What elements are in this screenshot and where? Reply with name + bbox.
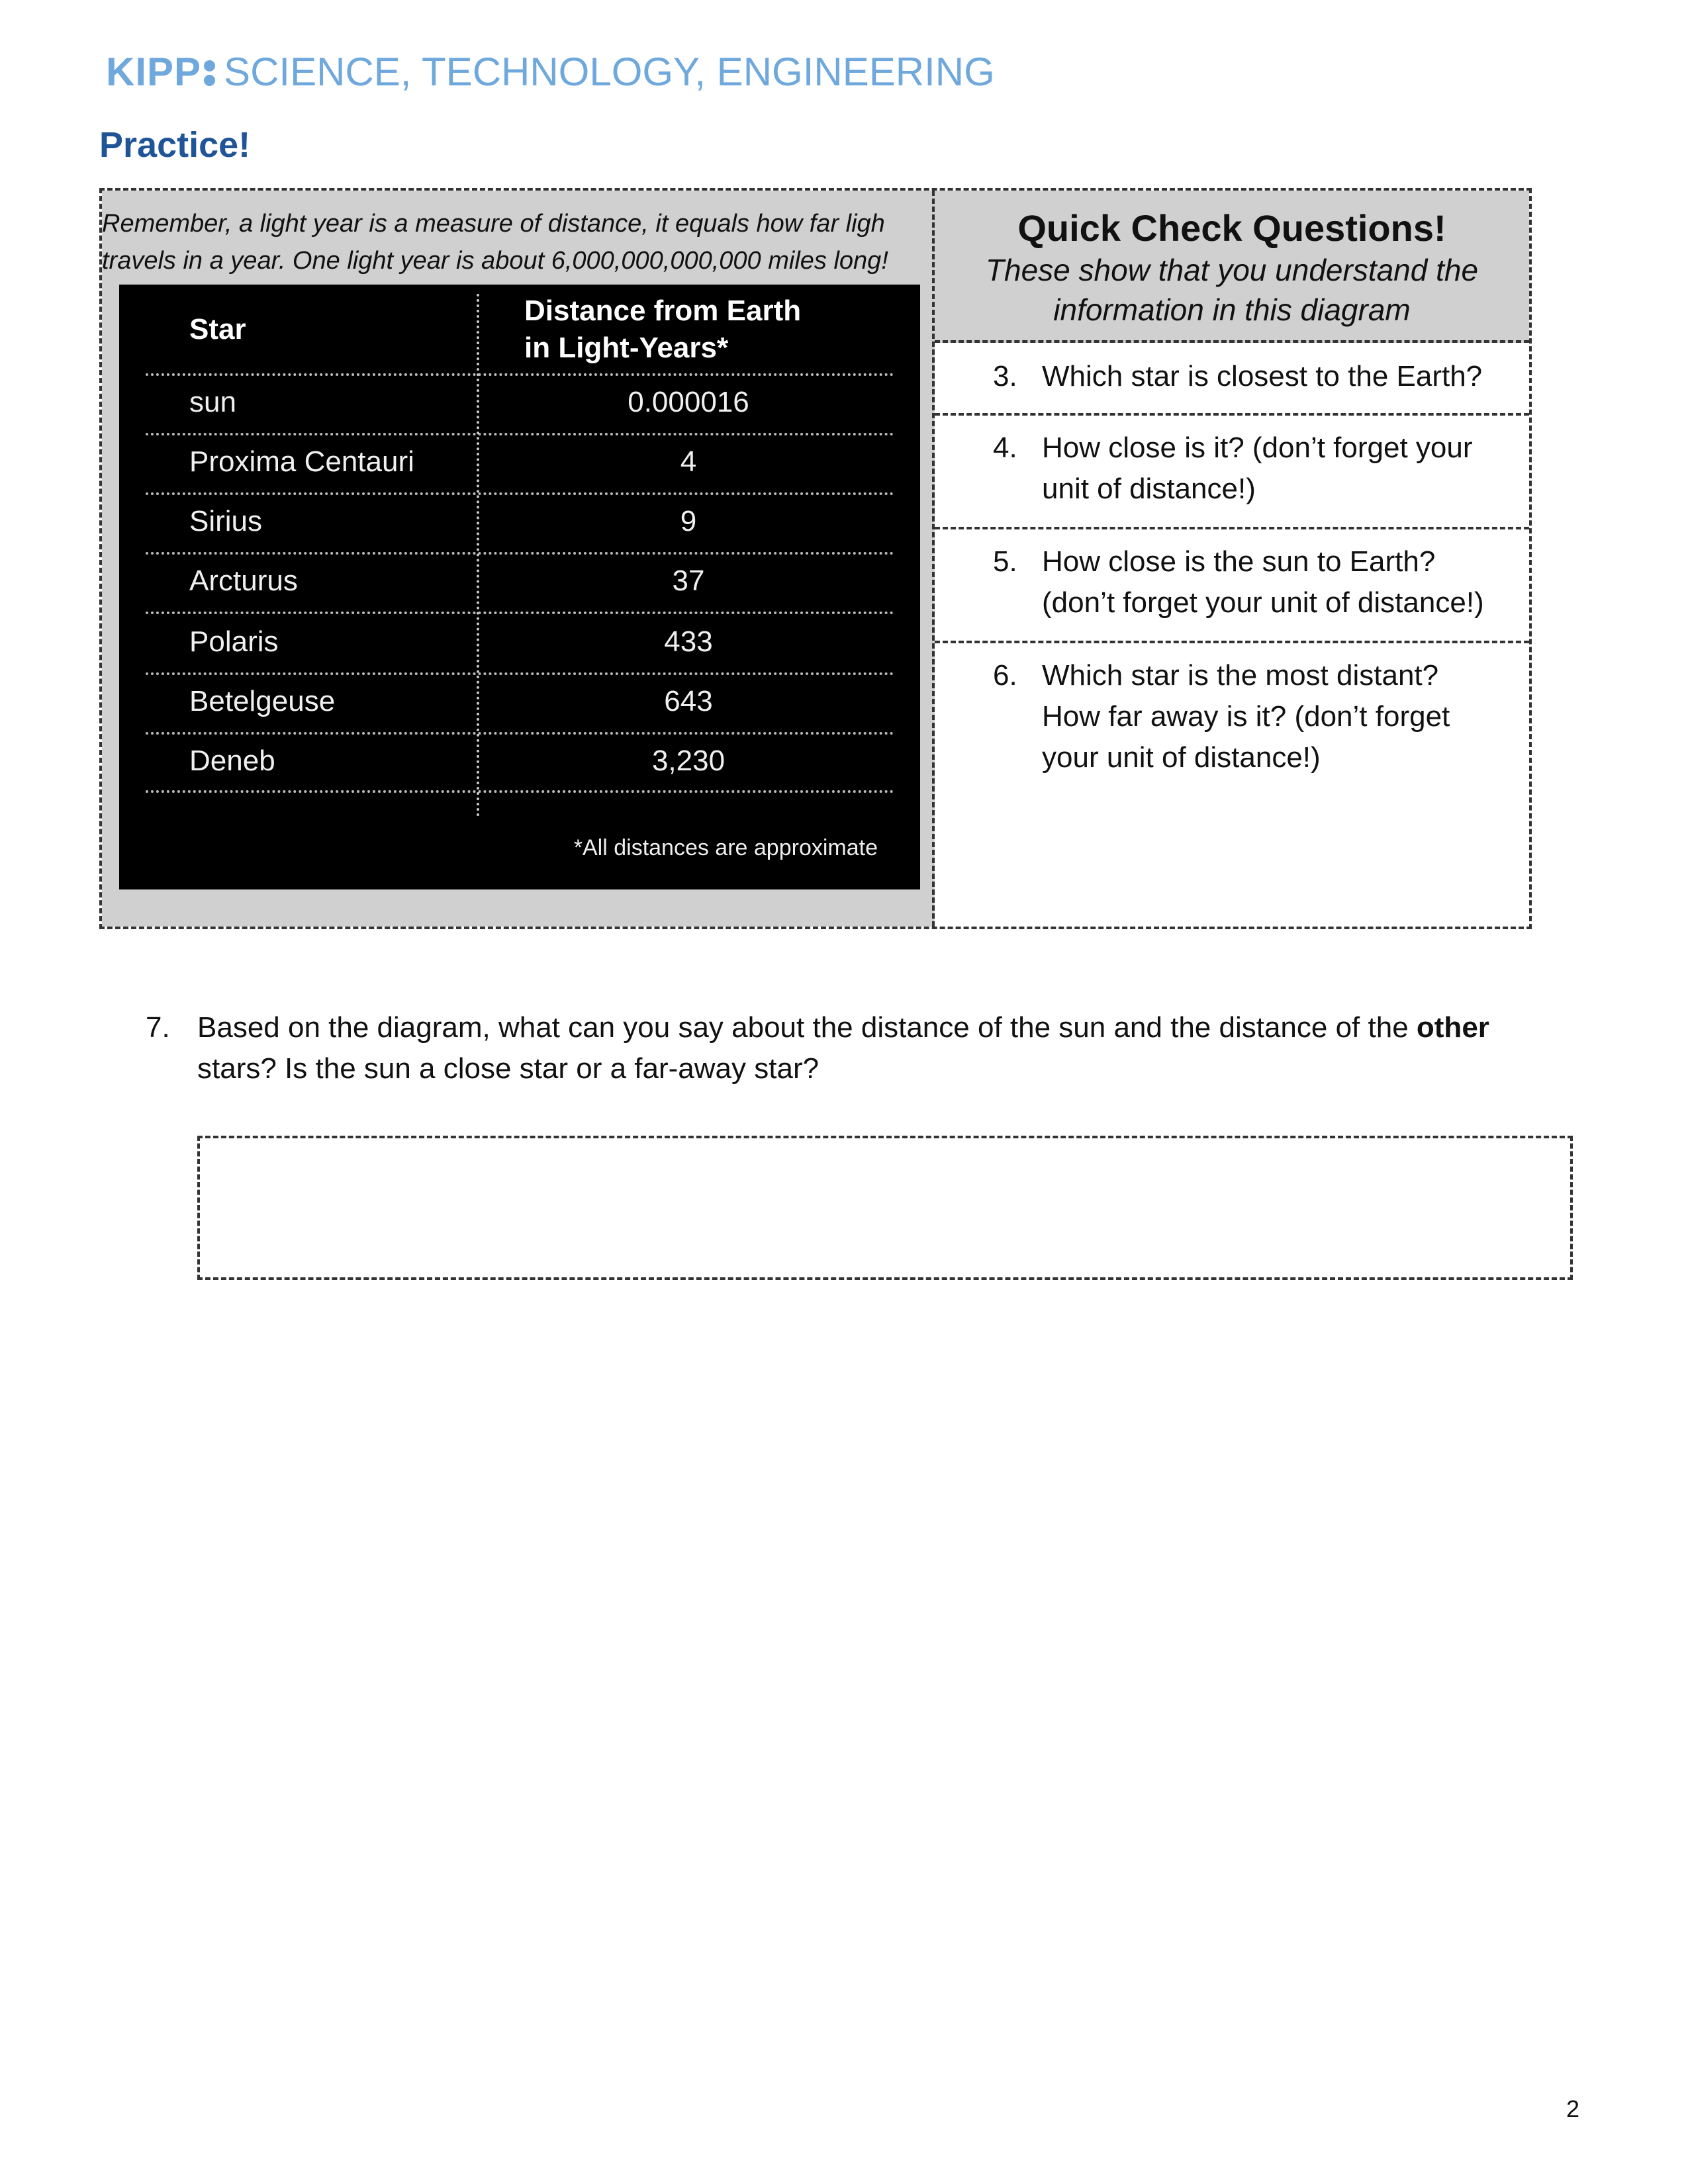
question-text: [197, 1007, 1534, 1089]
star-distance-table: [119, 285, 920, 889]
question-text: [1042, 655, 1516, 778]
question-line: Which star is the most distant?: [1042, 659, 1439, 692]
quick-check-subtitle-line-1: These show that you understand the: [985, 253, 1479, 287]
intro-line-1: Remember, a light year is a measure of distance, it equals how far ligh: [102, 210, 885, 238]
table-row-name: Betelgeuse: [189, 685, 336, 717]
question-line: How close is the sun to Earth?: [1042, 545, 1436, 578]
question-number: 5.: [993, 545, 1017, 578]
header-distance: [524, 293, 895, 367]
question-6: [935, 643, 1529, 927]
page-heading: Practice!: [99, 125, 251, 165]
table-row-name: sun: [189, 386, 236, 418]
question-line: your unit of distance!): [1042, 741, 1321, 774]
header-distance-line-1: Distance from Earth: [524, 295, 802, 327]
table-row-value: 433: [664, 625, 713, 658]
row-divider: [146, 732, 894, 735]
answer-box[interactable]: [197, 1136, 1573, 1280]
row-divider: [146, 552, 894, 555]
question-number: 4.: [993, 432, 1017, 464]
intro-line-2: travels in a year. One light year is about 6,000,000,000,000 miles long!: [102, 247, 888, 275]
question-line: [197, 1007, 1534, 1048]
table-footnote: *All distances are approximate: [573, 835, 878, 860]
question-line: Which star is closest to the Earth?: [1042, 360, 1483, 392]
question-5: [935, 529, 1529, 643]
row-divider: [146, 672, 894, 675]
brand-kipp: KIPP: [106, 50, 202, 94]
question-text: [1042, 428, 1516, 510]
table-row-name: Proxima Centauri: [189, 445, 414, 478]
question-text: [1042, 541, 1516, 623]
quick-check-subtitle-line-2: information in this diagram: [1053, 293, 1411, 327]
table-row-value: 4: [680, 445, 697, 478]
table-row-value: 37: [672, 565, 705, 597]
practice-frame: [99, 188, 1532, 929]
table-row-value: 9: [680, 505, 697, 537]
brand-logo: [106, 49, 995, 95]
question-line: How close is it? (don’t forget your: [1042, 432, 1473, 464]
table-row-value: 3,230: [651, 745, 726, 777]
table-row-value: 643: [664, 685, 713, 717]
quick-check-header: [935, 191, 1529, 343]
quick-check-title: Quick Check Questions!: [1017, 207, 1446, 249]
question-4: [935, 416, 1529, 529]
question-line: (don’t forget your unit of distance!): [1042, 586, 1484, 619]
table-row-name: Sirius: [189, 505, 263, 537]
table-row-name: Deneb: [189, 745, 275, 777]
question-line: unit of distance!): [1042, 473, 1256, 505]
table-row-name: Polaris: [189, 625, 279, 658]
diagram-cell: [102, 191, 935, 927]
row-divider: [146, 373, 894, 376]
question-line: How far away is it? (don’t forget: [1042, 700, 1450, 733]
question-line: stars? Is the sun a close star or a far-away star?: [197, 1052, 820, 1085]
table-row-value: 0.000016: [628, 386, 749, 418]
table-row-name: Arcturus: [189, 565, 298, 597]
row-divider: [146, 433, 894, 435]
brand-subject: SCIENCE, TECHNOLOGY, ENGINEERING: [224, 50, 995, 94]
question-text: [1042, 356, 1516, 397]
question-number: 7.: [146, 1011, 170, 1044]
row-divider: [146, 790, 894, 793]
question-text-part: Based on the diagram, what can you say about the distance of the sun and the distance of the: [197, 1011, 1417, 1044]
quick-check-cell: [935, 191, 1529, 927]
row-divider: [146, 612, 894, 614]
brand-colon-icon: [201, 50, 224, 89]
page-number: 2: [1566, 2095, 1580, 2122]
question-3: [935, 343, 1529, 416]
column-divider: [477, 294, 479, 817]
question-number: 6.: [993, 659, 1017, 692]
question-text-bold: other: [1416, 1011, 1489, 1044]
question-number: 3.: [993, 360, 1017, 392]
header-distance-line-2: in Light-Years*: [524, 332, 729, 364]
header-star: Star: [189, 313, 246, 345]
row-divider: [146, 492, 894, 495]
intro-text: [102, 205, 932, 279]
